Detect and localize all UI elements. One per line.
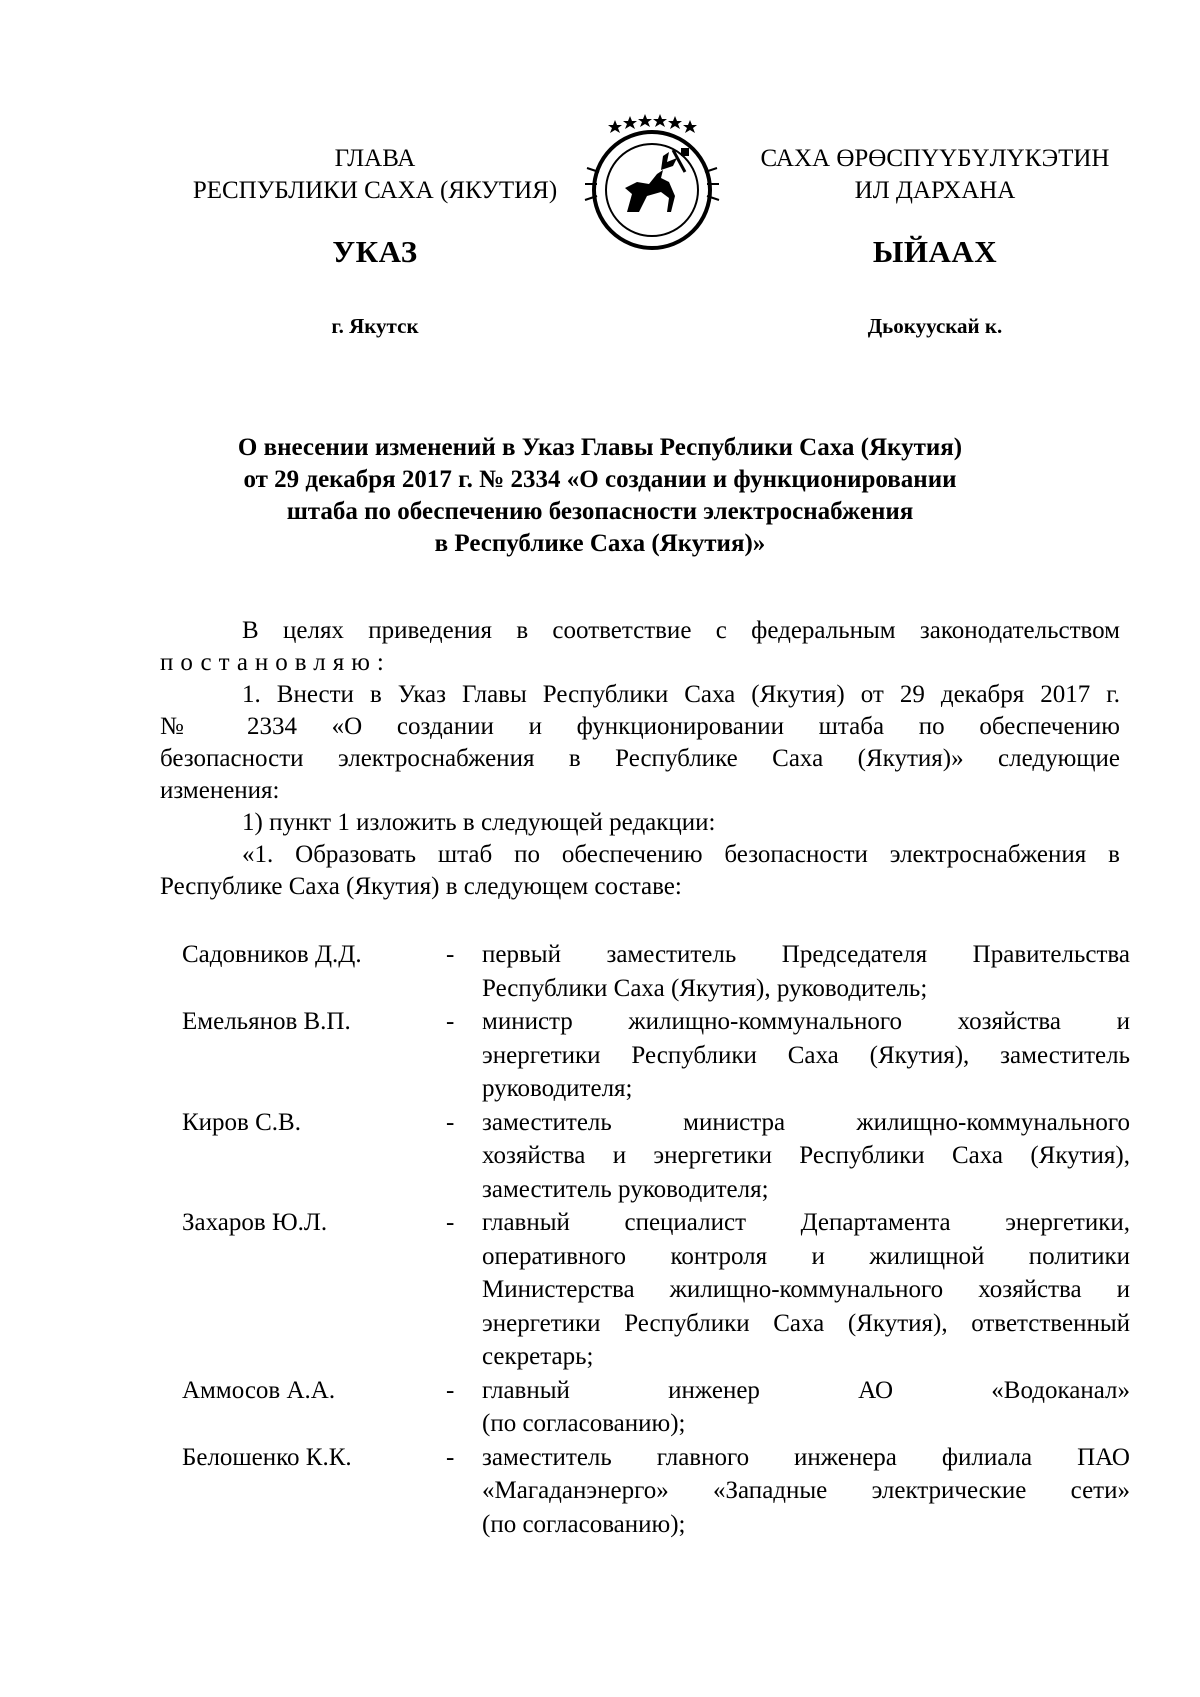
role-line: (по согласованию); — [482, 1410, 686, 1437]
role-line: «Магаданэнерго» «Западные электрические сети» — [482, 1477, 1130, 1504]
staff-role — [482, 1441, 1130, 1542]
role-line: (по согласованию); — [482, 1510, 686, 1538]
role-line: первый заместитель Председателя Правительства — [482, 941, 1130, 968]
staff-role — [482, 1005, 1130, 1106]
staff-row — [182, 1206, 1130, 1374]
staff-row — [182, 1106, 1130, 1207]
role-line: секретарь; — [482, 1343, 594, 1370]
staff-name: Захаров Ю.Л. — [182, 1209, 328, 1236]
role-line: энергетики Республики Саха (Якутия), заместитель — [482, 1041, 1130, 1069]
staff-dash: - — [446, 1008, 455, 1035]
staff-row — [182, 1374, 1130, 1441]
resolve-line: постановляю: — [160, 649, 391, 676]
role-line: Министерства жилищно-коммунального хозяйства и — [482, 1276, 1130, 1303]
issuer-left-line2: РЕСПУБЛИКИ САХА (ЯКУТИЯ) — [192, 177, 558, 204]
issuer-left — [140, 143, 610, 207]
staff-row — [182, 1005, 1130, 1106]
staff-name: Садовников Д.Д. — [182, 941, 362, 968]
role-line: хозяйства и энергетики Республики Саха (Якутия), — [482, 1142, 1130, 1169]
paragraph-1-line: № 2334 «О создании и функционировании штаба по обеспечению — [160, 713, 1120, 740]
staff-list — [182, 938, 1130, 1541]
staff-dash: - — [446, 1376, 455, 1404]
paragraph-1-line: изменения: — [160, 777, 280, 804]
role-line: заместитель руководителя; — [482, 1175, 769, 1203]
title-line: от 29 декабря 2017 г. № 2334 «О создании и функционировании — [243, 466, 957, 493]
role-line: министр жилищно-коммунального хозяйства и — [482, 1008, 1130, 1035]
staff-role — [482, 1106, 1130, 1207]
issuer-left-line1: ГЛАВА — [334, 145, 416, 172]
quote-line: «1. Образовать штаб по обеспечению безопасности электроснабжения в — [242, 841, 1120, 868]
staff-dash: - — [446, 1108, 455, 1136]
staff-role — [482, 1206, 1130, 1374]
city-ru: г. Якутск — [331, 314, 419, 338]
paragraph-1-line: 1. Внести в Указ Главы Республики Саха (Якутия) от 29 декабря 2017 г. — [242, 681, 1120, 708]
staff-row — [182, 1441, 1130, 1542]
staff-name: Киров С.В. — [182, 1108, 301, 1136]
role-line: оперативного контроля и жилищной политики — [482, 1242, 1130, 1270]
role-line: заместитель министра жилищно-коммунального — [482, 1108, 1130, 1136]
decree-title-ru: УКАЗ — [332, 234, 418, 269]
quote-line: Республике Саха (Якутия) в следующем составе: — [160, 873, 682, 900]
issuer-right-line1: САХА ӨРӨСПҮҮБҮЛҮКЭТИН — [760, 145, 1110, 172]
staff-role — [482, 1374, 1130, 1441]
title-line: в Республике Саха (Якутия)» — [434, 530, 766, 557]
city-sah: Дьокуускай к. — [867, 314, 1003, 338]
issuer-right — [740, 143, 1130, 207]
issuer-right-line2: ИЛ ДАРХАНА — [854, 177, 1016, 204]
document-title — [170, 432, 1030, 560]
title-line: О внесении изменений в Указ Главы Республики Саха (Якутия) — [237, 434, 963, 461]
staff-dash: - — [446, 941, 455, 968]
role-line: главный инженер АО «Водоканал» — [482, 1376, 1130, 1404]
staff-role — [482, 938, 1130, 1005]
role-line: заместитель главного инженера филиала ПАО — [482, 1443, 1130, 1471]
staff-row — [182, 938, 1130, 1005]
staff-dash: - — [446, 1209, 455, 1236]
title-line: штаба по обеспечению безопасности электроснабжения — [286, 498, 914, 525]
paragraph-1-line: безопасности электроснабжения в Республике Саха (Якутия)» следующие — [160, 745, 1120, 772]
decree-title-sah: ЫЙААХ — [872, 234, 998, 269]
staff-name: Емельянов В.П. — [182, 1008, 351, 1035]
role-line: Республики Саха (Якутия), руководитель; — [482, 974, 928, 1002]
role-line: энергетики Республики Саха (Якутия), ответственный — [482, 1309, 1130, 1337]
role-line: руководителя; — [482, 1075, 633, 1102]
document-body — [160, 615, 1120, 903]
staff-dash: - — [446, 1443, 455, 1471]
coat-of-arms-icon — [577, 112, 727, 252]
intro-line: В целях приведения в соответствие с федеральным законодательством — [242, 617, 1120, 644]
staff-name: Аммосов А.А. — [182, 1376, 336, 1404]
subparagraph-1: 1) пункт 1 изложить в следующей редакции: — [242, 809, 716, 836]
staff-name: Белошенко К.К. — [182, 1443, 352, 1471]
role-line: главный специалист Департамента энергетики, — [482, 1209, 1130, 1236]
